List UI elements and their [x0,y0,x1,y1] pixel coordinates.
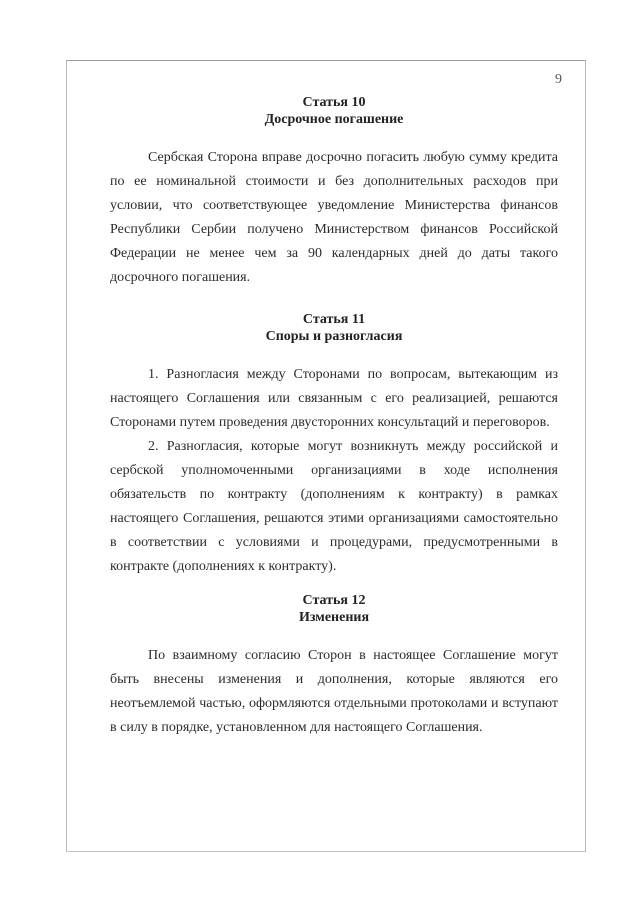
article-number: Статья 12 [302,593,366,608]
article-title: Досрочное погашение [264,112,404,127]
article-number: Статья 11 [302,312,366,327]
article-paragraph: 2. Разногласия, которые могут возникнуть между российской и сербской уполномоченными организациями в ходе исполнения обязательств по контракту (дополнениям к контракту) в рамках настоящего Соглашения, решаются этими организациями самостоятельно в соответствии с условиями и процедурами, предусмотренными в контракте (дополнениях к контракту). [110,439,558,574]
article-number: Статья 10 [302,95,366,110]
article-11 [110,311,558,579]
article-paragraph: Сербская Сторона вправе досрочно погасить любую сумму кредита по ее номинальной стоимости и без дополнительных расходов при условии, что соответствующее уведомление Министерства финансов Республики Сербии получено Министерством финансов Российской Федерации не менее чем за 90 календарных дней до даты такого досрочного погашения. [110,150,558,285]
article-paragraph: 1. Разногласия между Сторонами по вопросам, вытекающим из настоящего Соглашения или связанным с его реализацией, решаются Сторонами путем проведения двусторонних консультаций и переговоров. [110,367,558,430]
page-number: 9 [555,72,562,87]
article-12 [110,592,558,740]
article-title: Споры и разногласия [265,329,403,344]
article-10 [110,94,558,290]
article-paragraph: По взаимному согласию Сторон в настоящее Соглашение могут быть внесены изменения и дополнения, которые являются его неотъемлемой частью, оформляются отдельными протоколами и вступают в силу в порядке, установленном для настоящего Соглашения. [110,648,558,735]
article-title: Изменения [298,610,370,625]
